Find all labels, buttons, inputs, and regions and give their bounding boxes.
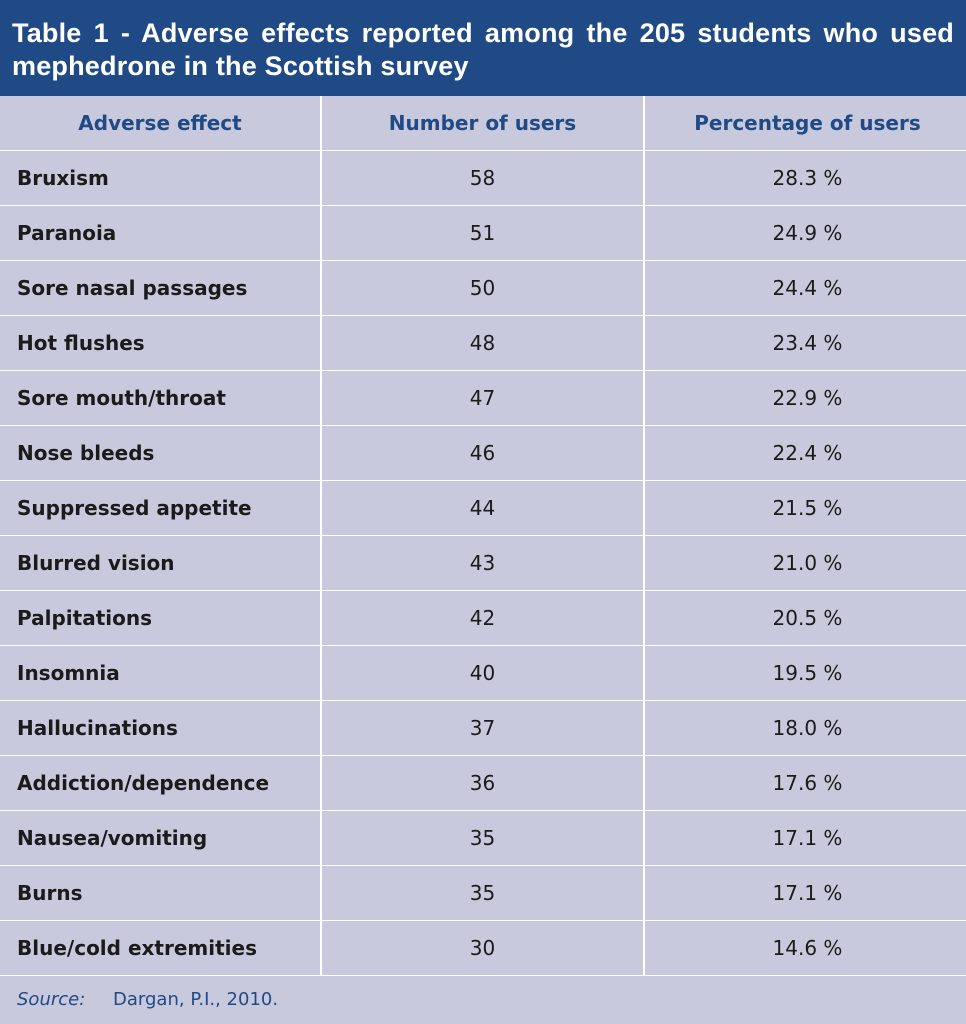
- table-row: [0, 756, 966, 811]
- adverse-effects-table: [0, 96, 966, 976]
- table-row: [0, 646, 966, 701]
- percentage-of-users-cell: 20.5 %: [772, 606, 843, 630]
- number-of-users-cell: 46: [322, 426, 645, 480]
- adverse-effect-cell: Hallucinations: [0, 701, 322, 755]
- adverse-effect-cell: Nose bleeds: [0, 426, 322, 480]
- adverse-effect-cell: Palpitations: [0, 591, 322, 645]
- table-row: [0, 206, 966, 261]
- number-of-users-cell: 35: [322, 811, 645, 865]
- adverse-effect-cell: Insomnia: [0, 646, 322, 700]
- adverse-effect-cell: Paranoia: [0, 206, 322, 260]
- table-row: [0, 316, 966, 371]
- percentage-of-users-cell: 24.4 %: [772, 276, 843, 300]
- table-row: [0, 591, 966, 646]
- source-label: Source:: [17, 989, 86, 1010]
- percentage-of-users-cell: 21.0 %: [772, 551, 843, 575]
- adverse-effect-cell: Nausea/vomiting: [0, 811, 322, 865]
- source-value: Dargan, P.I., 2010.: [113, 989, 279, 1010]
- table-title: Table 1 - Adverse effects reported among the 205 students who used mephedrone in the Scottish survey: [12, 18, 954, 81]
- percentage-of-users-cell: 28.3 %: [772, 166, 843, 190]
- number-of-users-cell: 43: [322, 536, 645, 590]
- number-of-users-cell: 58: [322, 151, 645, 205]
- adverse-effect-cell: Blurred vision: [0, 536, 322, 590]
- number-of-users-cell: 30: [322, 921, 645, 975]
- adverse-effect-cell: Burns: [0, 866, 322, 920]
- table-row: [0, 921, 966, 976]
- table-row: [0, 151, 966, 206]
- number-of-users-cell: 42: [322, 591, 645, 645]
- table-row: [0, 536, 966, 591]
- percentage-of-users-cell: 23.4 %: [772, 331, 843, 355]
- adverse-effect-cell: Suppressed appetite: [0, 481, 322, 535]
- number-of-users-cell: 48: [322, 316, 645, 370]
- number-of-users-cell: 37: [322, 701, 645, 755]
- number-of-users-cell: 50: [322, 261, 645, 315]
- table-row: [0, 481, 966, 536]
- table-row: [0, 426, 966, 481]
- title-bar: [0, 0, 966, 96]
- number-of-users-cell: 35: [322, 866, 645, 920]
- percentage-of-users-cell: 17.1 %: [772, 881, 843, 905]
- table-row: [0, 866, 966, 921]
- column-header-number-of-users: Number of users: [322, 96, 645, 150]
- percentage-of-users-cell: 22.9 %: [772, 386, 843, 410]
- table-header-row: [0, 96, 966, 151]
- adverse-effect-cell: Addiction/dependence: [0, 756, 322, 810]
- percentage-of-users-cell: 21.5 %: [772, 496, 843, 520]
- column-header-adverse-effect: Adverse effect: [0, 96, 322, 150]
- table-row: [0, 811, 966, 866]
- percentage-of-users-cell: 14.6 %: [772, 936, 843, 960]
- table-row: [0, 701, 966, 756]
- number-of-users-cell: 47: [322, 371, 645, 425]
- adverse-effect-cell: Bruxism: [0, 151, 322, 205]
- number-of-users-cell: 36: [322, 756, 645, 810]
- source-note: [17, 989, 278, 1010]
- percentage-of-users-cell: 24.9 %: [772, 221, 843, 245]
- number-of-users-cell: 51: [322, 206, 645, 260]
- percentage-of-users-cell: 22.4 %: [772, 441, 843, 465]
- percentage-of-users-cell: 17.6 %: [772, 771, 843, 795]
- percentage-of-users-cell: 19.5 %: [772, 661, 843, 685]
- table-row: [0, 371, 966, 426]
- adverse-effect-cell: Hot flushes: [0, 316, 322, 370]
- percentage-of-users-cell: 18.0 %: [772, 716, 843, 740]
- adverse-effect-cell: Sore nasal passages: [0, 261, 322, 315]
- number-of-users-cell: 44: [322, 481, 645, 535]
- adverse-effect-cell: Sore mouth/throat: [0, 371, 322, 425]
- percentage-of-users-cell: 17.1 %: [772, 826, 843, 850]
- table-row: [0, 261, 966, 316]
- number-of-users-cell: 40: [322, 646, 645, 700]
- column-header-percentage-of-users: Percentage of users: [694, 111, 921, 135]
- adverse-effect-cell: Blue/cold extremities: [0, 921, 322, 975]
